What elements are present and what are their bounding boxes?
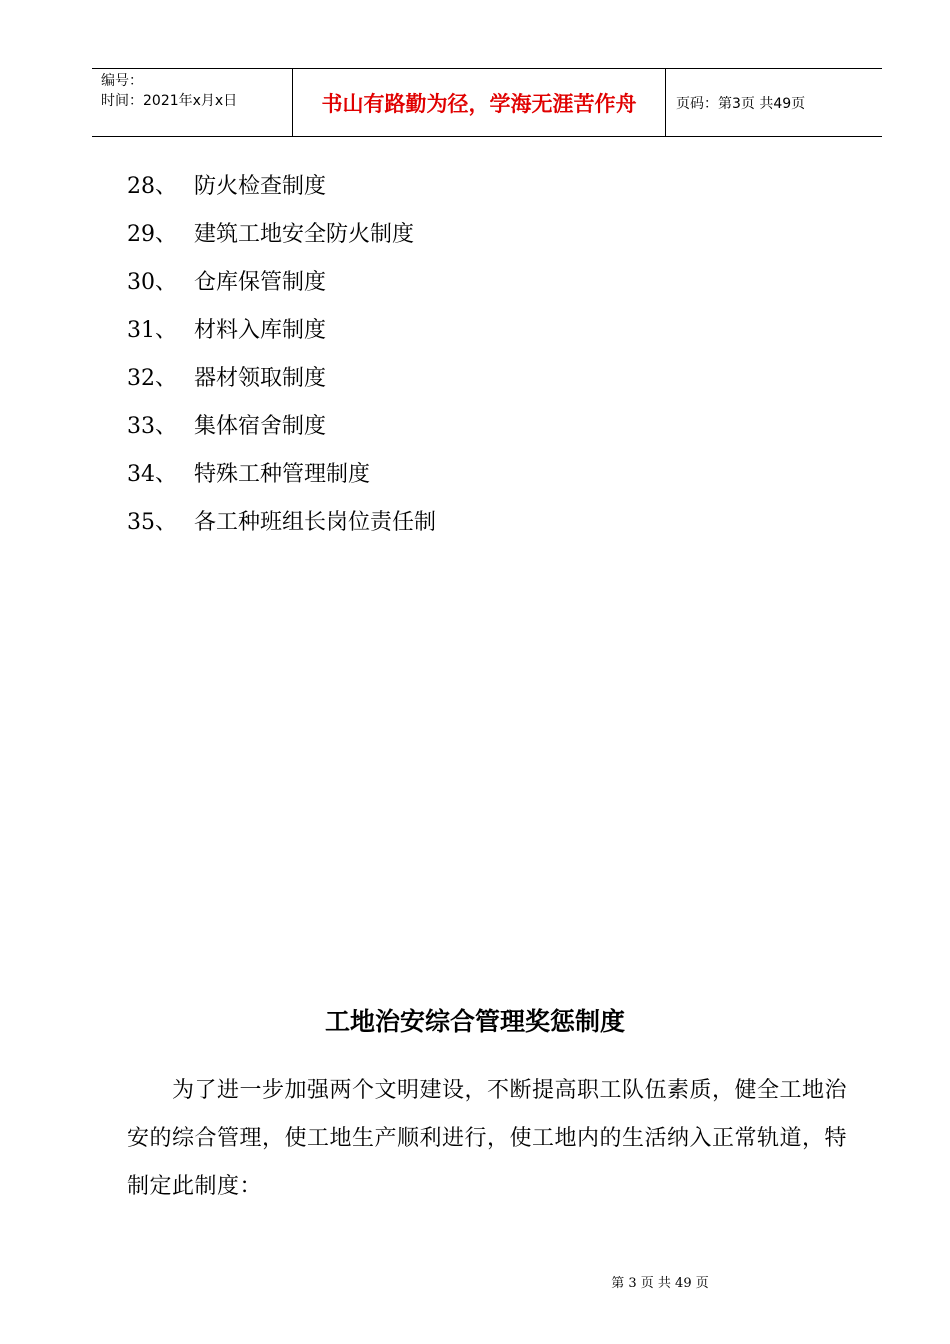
list-item-text: 特殊工种管理制度 [194,461,371,487]
list-item-text: 防火检查制度 [194,173,327,199]
page-footer: 第 3 页 共 49 页 [611,1276,709,1291]
list-item [127,400,436,448]
regulation-list [127,160,436,544]
list-item [127,448,436,496]
header-page-info: 页码：第3页 共49页 [676,95,806,112]
list-item-number: 33、 [127,413,177,439]
list-item [127,496,436,544]
list-item-text: 材料入库制度 [194,317,327,343]
page-header [92,68,882,137]
list-item [127,352,436,400]
section-title: 工地治安综合管理奖惩制度 [324,1007,625,1036]
list-item-text: 仓库保管制度 [194,269,327,295]
list-item-number: 34、 [127,461,177,487]
list-item-number: 30、 [127,269,177,295]
list-item [127,160,436,208]
code-label: 编号： [101,73,143,89]
list-item [127,304,436,352]
body-paragraph: 为了进一步加强两个文明建设，不断提高职工队伍素质，健全工地治安的综合管理，使工地生产顺利进行，使工地内的生活纳入正常轨道，特制定此制度： [127,1078,848,1199]
list-item [127,208,436,256]
list-item-number: 31、 [127,317,177,343]
list-item-number: 28、 [127,173,177,199]
time-label: 时间：2021年x月x日 [101,93,238,109]
list-item-text: 各工种班组长岗位责任制 [194,509,437,535]
list-item-text: 集体宿舍制度 [194,413,327,439]
header-meta [92,69,293,136]
list-item-number: 32、 [127,365,177,391]
list-item-text: 器材领取制度 [194,365,327,391]
list-item-number: 29、 [127,221,177,247]
list-item [127,256,436,304]
header-motto: 书山有路勤为径，学海无涯苦作舟 [293,69,666,136]
list-item-text: 建筑工地安全防火制度 [194,221,415,247]
list-item-number: 35、 [127,509,177,535]
